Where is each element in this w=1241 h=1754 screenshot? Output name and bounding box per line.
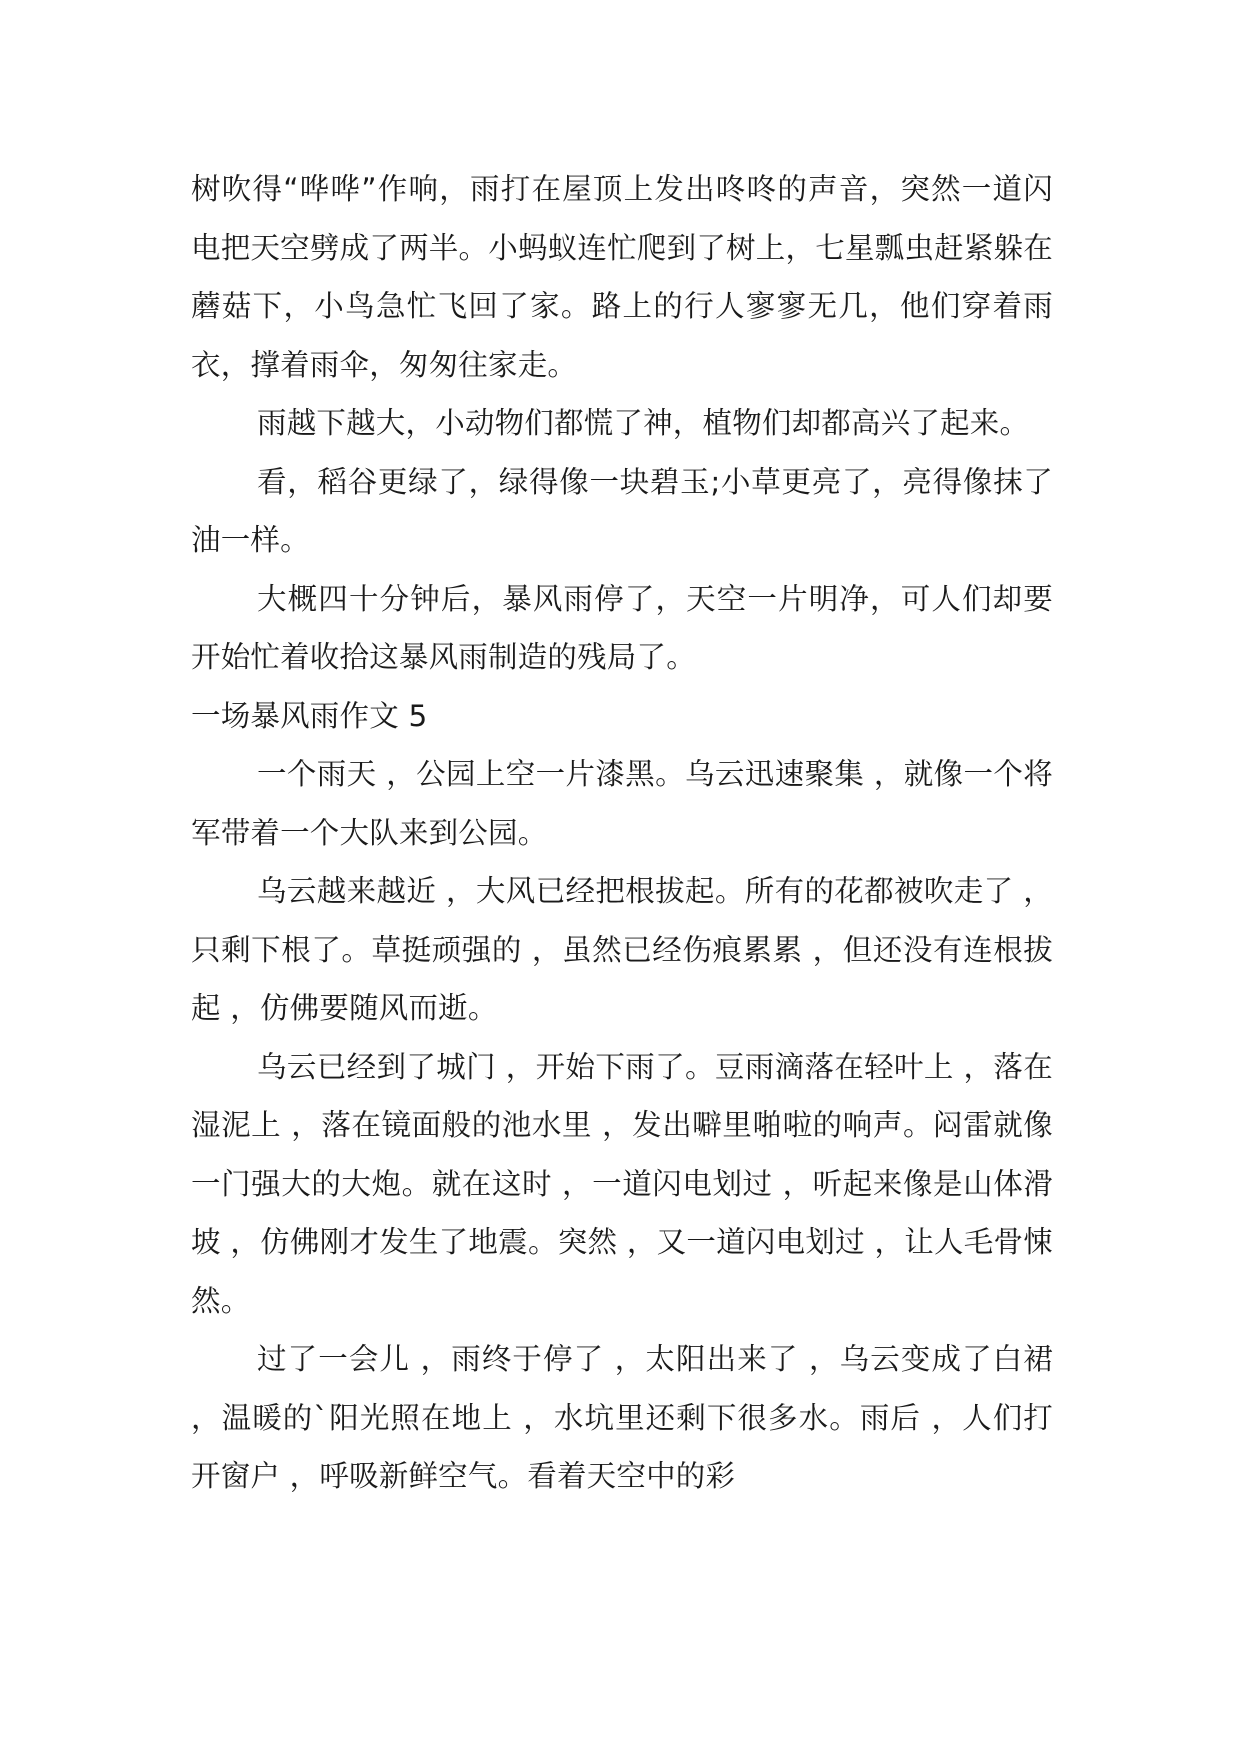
paragraph: 雨越下越大，小动物们都慌了神，植物们却都高兴了起来。 — [257, 406, 1030, 440]
paragraph: 看，稻谷更绿了，绿得像一块碧玉;小草更亮了，亮得像抹了油一样。 — [191, 464, 1053, 557]
section-heading: 一场暴风雨作文 5 — [191, 698, 428, 733]
paragraph: 一个雨天 ，公园上空一片漆黑。乌云迅速聚集 ，就像一个将军带着一个大队来到公园。 — [191, 757, 1053, 850]
paragraph: 大概四十分钟后，暴风雨停了，天空一片明净，可人们却要开始忙着收拾这暴风雨制造的残局了。 — [191, 581, 1053, 674]
paragraph: 乌云越来越近 ，大风已经把根拔起。所有的花都被吹走了 ，只剩下根了。草挺顽强的 ，虽然已经伤痕累累 ，但还没有连根拔起 ，仿佛要随风而逝。 — [191, 874, 1053, 1025]
paragraph: 过了一会儿 ，雨终于停了 ，太阳出来了 ，乌云变成了白裙 ，温暖的`阳光照在地上 ，水坑里还剩下很多水。雨后 ，人们打开窗户 ，呼吸新鲜空气。看着天空中的彩 — [191, 1342, 1053, 1493]
document-body — [191, 160, 1053, 1506]
paragraph: 树吹得“哗哗”作响，雨打在屋顶上发出咚咚的声音，突然一道闪电把天空劈成了两半。小蚂蚁连忙爬到了树上，七星瓢虫赶紧躲在蘑菇下，小鸟急忙飞回了家。路上的行人寥寥无几，他们穿着雨衣，撑着雨伞，匆匆往家走。 — [191, 172, 1053, 382]
paragraph: 乌云已经到了城门 ，开始下雨了。豆雨滴落在轻叶上 ，落在湿泥上 ，落在镜面般的池水里 ，发出噼里啪啦的响声。闷雷就像一门强大的大炮。就在这时 ，一道闪电划过 ，听起来像是山体滑坡 ，仿佛刚才发生了地震。突然 ，又一道闪电划过 ，让人毛骨悚然。 — [191, 1049, 1053, 1318]
